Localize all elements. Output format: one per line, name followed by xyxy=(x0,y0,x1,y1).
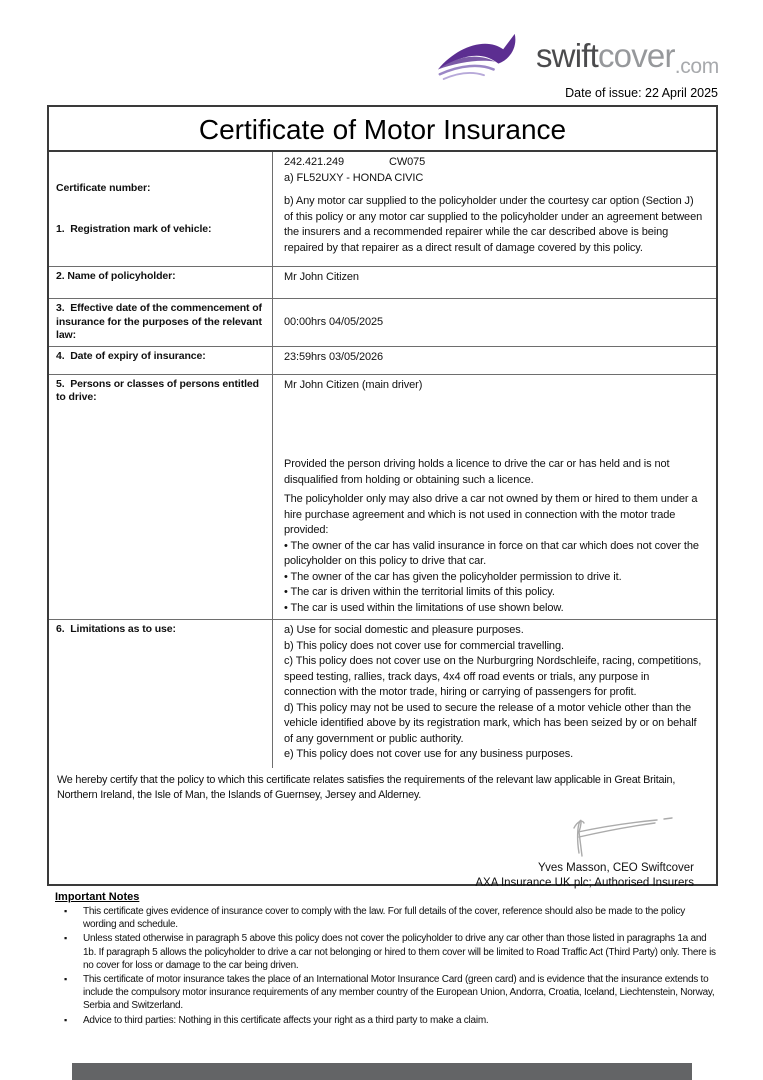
certificate-number-value: 242.421.249 xyxy=(284,156,345,168)
main-driver-value: Mr John Citizen (main driver) xyxy=(284,378,423,391)
registration-mark-label: 1. Registration mark of vehicle: xyxy=(56,222,212,235)
value-certificate-number xyxy=(273,152,716,266)
persons-bullet-1: • The owner of the car has valid insurance in force on that car which does not cover the policyholder on this policy to drive that car. xyxy=(284,539,704,570)
page-bottom-bar xyxy=(72,1063,692,1080)
effective-date-value: 00:00hrs 04/05/2025 xyxy=(284,315,384,328)
policyholder-name-value: Mr John Citizen xyxy=(284,271,359,283)
date-of-issue: Date of issue: 22 April 2025 xyxy=(565,86,718,100)
note-item-3: ▪ This certificate of motor insurance takes the place of an International Motor Insurance Card (green card) and is evidence that the insurance extends to include the compulsory motor insurance requirements of any member country of the European Union, Andorra, Croatia, Iceland, Liechtenstein, Norway, Serbia and Switzerland. xyxy=(55,973,718,1013)
important-notes xyxy=(47,891,718,1028)
limitation-e: e) This policy does not cover use for any business purposes. xyxy=(284,748,574,760)
row-expiry-date xyxy=(49,347,716,375)
limitation-b: b) This policy does not cover use for commercial travelling. xyxy=(284,639,564,652)
limitation-c: c) This policy does not cover use on the Nurburgring Nordschleife, racing, competitions, speed testing, rallies, track days, 4x4 off road events or trials, any purpose in connection with the motor trade, hiring or carrying of passengers for profit. xyxy=(284,655,702,698)
signature-icon xyxy=(564,811,676,859)
note-item-1: ▪ This certificate gives evidence of insurance cover to comply with the law. For full details of the cover, reference should also be made to the policy wording and schedule. xyxy=(55,905,718,931)
certificate-number-label: Certificate number: xyxy=(56,182,151,194)
expiry-date-label: 4. Date of expiry of insurance: xyxy=(49,347,273,374)
courtesy-car-clause: b) Any motor car supplied to the policyholder under the courtesy car option (Section J) of this policy or any motor car supplied to the policyholder under an agreement between the insurers and a recommended repairer while the car described above is being repaired by that repairer as a direct result of damage covered by this policy. xyxy=(284,195,703,254)
note-item-4: ▪ Advice to third parties: Nothing in this certificate affects your right as a third party to make a claim. xyxy=(55,1014,718,1027)
licence-proviso: Provided the person driving holds a licence to drive the car or has held and is not disqualified from holding or obtaining such a licence. xyxy=(284,458,670,486)
persons-bullet-4: • The car is used within the limitations of use shown below. xyxy=(284,601,704,617)
limitations-value xyxy=(273,620,716,768)
logo-text-com: .com xyxy=(674,55,719,78)
limitation-a: a) Use for social domestic and pleasure purposes. xyxy=(284,624,524,636)
certificate-title: Certificate of Motor Insurance xyxy=(49,107,716,152)
registration-mark-value: a) FL52UXY - HONDA CIVIC xyxy=(284,171,424,184)
note-item-2: ▪ Unless stated otherwise in paragraph 5 above this policy does not cover the policyholder to drive any car other than those listed in paragraphs 1a and 1b. If paragraph 5 allows the policyholder to drive a car not belonging or hired to them cover will be limited to Road Traffic Act (Third Party) only. There is no cover for loss or damage to the car being driven. xyxy=(55,932,718,972)
expiry-date-value: 23:59hrs 03/05/2026 xyxy=(284,350,384,363)
swiftcover-swoosh-icon xyxy=(436,30,532,82)
certification-area xyxy=(49,768,716,891)
label-certificate-number xyxy=(49,152,273,266)
certificate-number-code: CW075 xyxy=(389,156,426,168)
policyholder-name-label: 2. Name of policyholder: xyxy=(49,267,273,298)
logo-text-swift: swift xyxy=(535,37,598,74)
persons-entitled-value xyxy=(273,375,716,620)
signature-block xyxy=(57,811,694,859)
persons-bullet-2: • The owner of the car has given the policyholder permission to drive it. xyxy=(284,570,704,586)
signatory-organisation: AXA Insurance UK plc; Authorised Insurers xyxy=(475,877,694,889)
certification-statement: We hereby certify that the policy to which this certificate relates satisfies the requirements of the relevant law applicable in Great Britain, Northern Ireland, the Isle of Man, the Islands of Guernsey, Jersey and Alderney. xyxy=(57,774,676,801)
signatory-name: Yves Masson, CEO Swiftcover xyxy=(538,862,694,874)
swiftcover-logo xyxy=(436,30,719,82)
limitations-label: 6. Limitations as to use: xyxy=(49,620,273,768)
limitation-d: d) This policy may not be used to secure the release of a motor vehicle other than the vehicle identified above by its registration mark, which has been seized by or on behalf of any government or public authority. xyxy=(284,701,697,745)
row-effective-date xyxy=(49,299,716,347)
row-limitations xyxy=(49,620,716,768)
other-car-proviso: The policyholder only may also drive a car not owned by them or hired to them under a hire purchase agreement and which is not used in connection with the motor trade provided: xyxy=(284,493,698,536)
row-persons-entitled xyxy=(49,375,716,621)
signatory xyxy=(57,861,694,891)
certificate-number-line xyxy=(284,155,704,171)
certificate-box xyxy=(47,105,718,889)
persons-bullet-3: • The car is driven within the territorial limits of this policy. xyxy=(284,585,704,601)
important-notes-list xyxy=(55,905,718,1027)
logo-text-cover: cover xyxy=(597,37,675,74)
important-notes-heading: Important Notes xyxy=(55,891,140,903)
row-policyholder-name xyxy=(49,267,716,299)
row-certificate-number xyxy=(49,152,716,267)
effective-date-label: 3. Effective date of the commencement of insurance for the purposes of the relevant law: xyxy=(49,299,273,346)
persons-entitled-label: 5. Persons or classes of persons entitled to drive: xyxy=(49,375,273,620)
